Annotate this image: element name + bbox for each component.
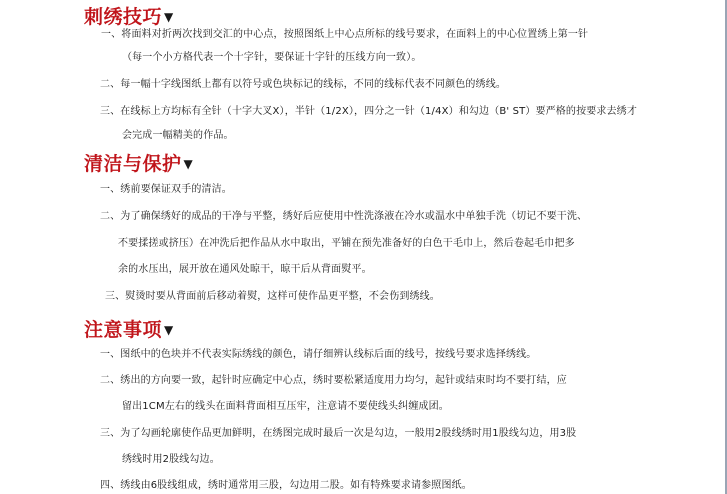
section-title: 刺绣技巧 [84,6,163,28]
list-item: 一、将面料对折两次找到交汇的中心点，按照图纸上中心点所标的线号要求，在面料上的中心位置绣上第一针 [101,29,589,40]
list-item: 二、为了确保绣好的成品的干净与平整，绣好后应使用中性洗涤液在冷水或温水中单独手洗（切记不要干洗、 [100,211,588,222]
list-item: 三、为了勾画轮廓使作品更加鲜明，在绣图完成时最后一次是勾边，一般用2股线绣时用1股线勾边，用3股 [100,428,577,439]
list-item: 留出1CM左右的线头在面料背面相互压牢，注意请不要使线头纠缠成团。 [122,401,449,412]
list-item: （每一个小方格代表一个十字针，要保证十字针的压线方向一致）。 [122,52,422,63]
section-heading-notes [84,318,174,342]
list-item: 三、在线标上方均标有全针（十字大叉X），半针（1/2X），四分之一针（1/4X）和勾边（B' ST）要严格的按要求去绣才 [100,106,637,117]
list-item: 二、绣出的方向要一致，起针时应确定中心点，绣时要松紧适度用力均匀，起针或结束时均不要打结，应 [100,375,567,386]
list-item: 一、绣前要保证双手的清洁。 [100,184,232,195]
list-item: 四、绣线由6股线组成，绣时通常用三股，勾边用二股。如有特殊要求请参照图纸。 [100,480,472,491]
section-title: 清洁与保护 [84,153,182,175]
triangle-down-icon: ▼ [183,157,194,171]
triangle-down-icon: ▼ [164,323,174,337]
list-item: 余的水压出，展开放在通风处晾干，晾干后从背面熨平。 [118,264,372,275]
list-item: 二、每一幅十字线图纸上都有以符号或色块标记的线标，不同的线标代表不同颜色的绣线。 [100,79,506,90]
list-item: 绣线时用2股线勾边。 [122,454,220,465]
section-heading-cleaning [84,152,193,176]
list-item: 三、熨烫时要从背面前后移动着熨，这样可使作品更平整，不会伤到绣线。 [105,291,440,302]
list-item: 会完成一幅精美的作品。 [122,130,234,141]
triangle-down-icon: ▼ [164,10,174,24]
list-item: 不要揉搓或挤压）在冲洗后把作品从水中取出，平铺在预先准备好的白色干毛巾上，然后卷起毛巾把多 [118,238,575,249]
section-heading-embroidery-tips [84,5,174,29]
section-title: 注意事项 [84,319,163,341]
list-item: 一、图纸中的色块并不代表实际绣线的颜色，请仔细辨认线标后面的线号，按线号要求选择绣线。 [100,349,537,360]
